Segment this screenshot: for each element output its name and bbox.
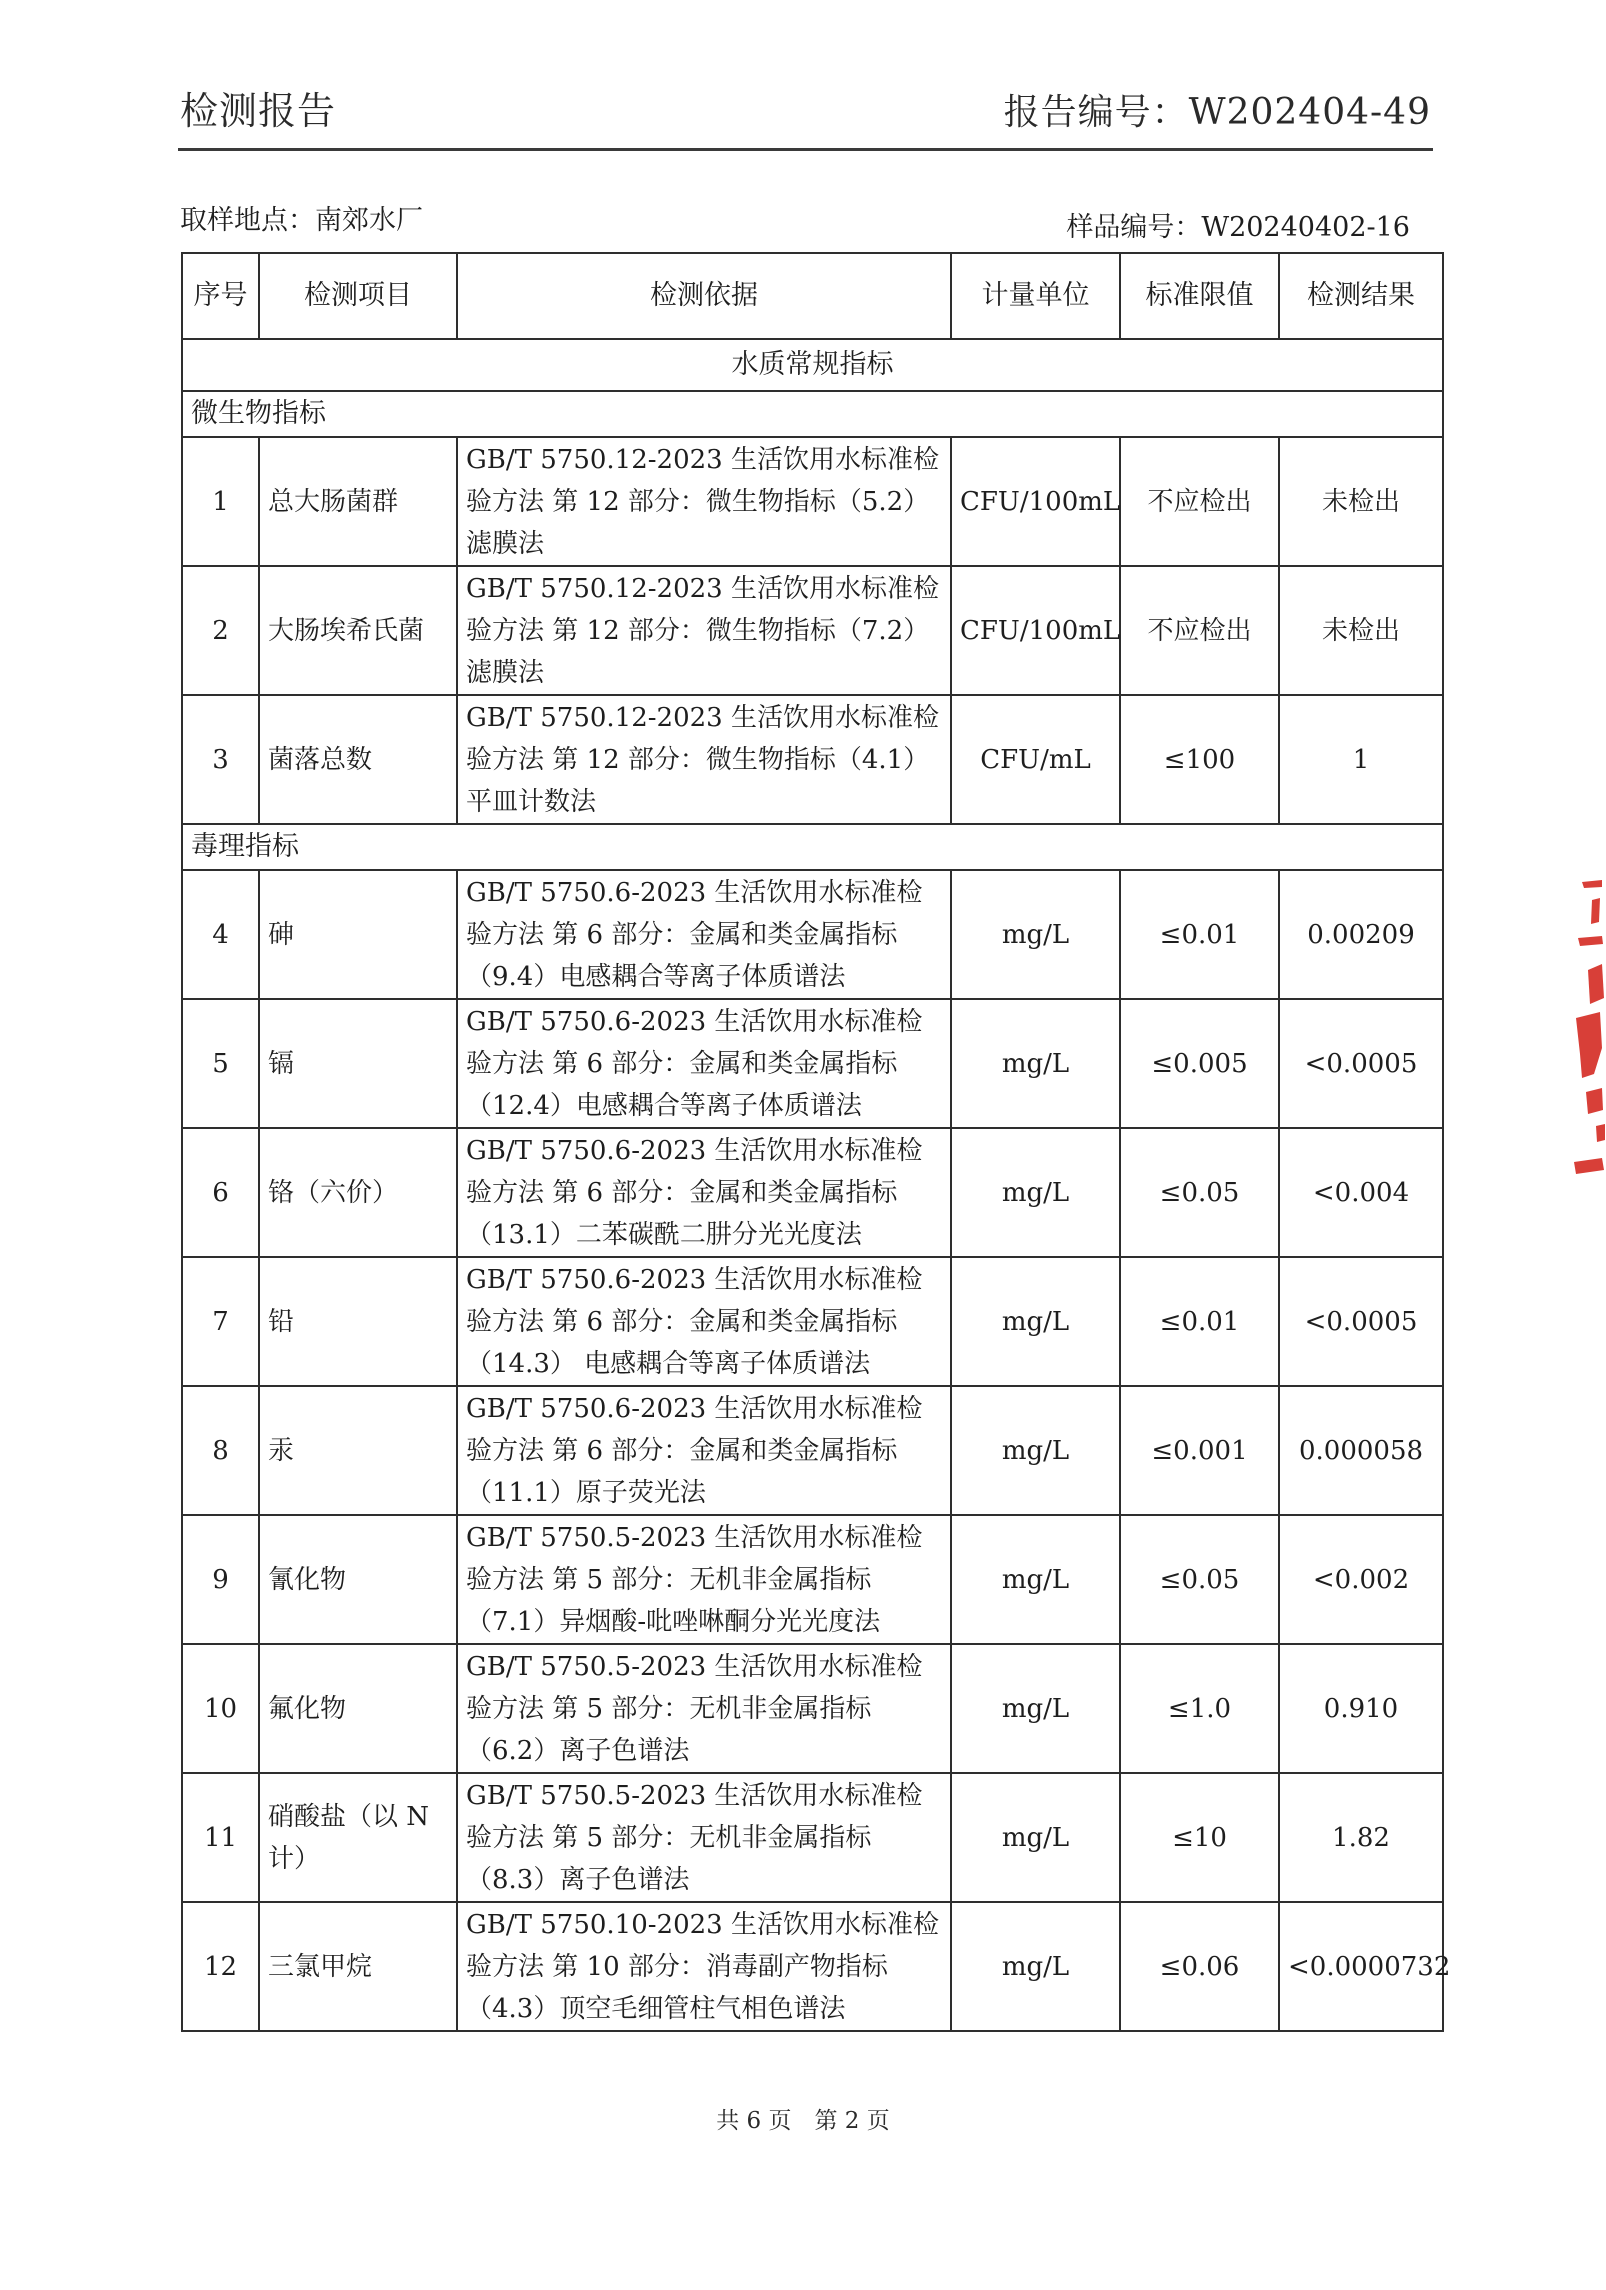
row-result: 1 <box>1279 695 1443 824</box>
stamp-ink-mark <box>1586 1088 1603 1114</box>
row-basis: GB/T 5750.12-2023 生活饮用水标准检验方法 第 12 部分：微生物指标（5.2）滤膜法 <box>457 437 951 566</box>
row-no: 2 <box>182 566 259 695</box>
row-item: 三氯甲烷 <box>259 1902 457 2031</box>
row-basis: GB/T 5750.6-2023 生活饮用水标准检验方法 第 6 部分：金属和类金属指标（14.3） 电感耦合等离子体质谱法 <box>457 1257 951 1386</box>
row-unit: mg/L <box>951 999 1120 1128</box>
row-limit: ≤1.0 <box>1120 1644 1279 1773</box>
row-basis: GB/T 5750.10-2023 生活饮用水标准检验方法 第 10 部分：消毒副产物指标（4.3）顶空毛细管柱气相色谱法 <box>457 1902 951 2031</box>
row-no: 12 <box>182 1902 259 2031</box>
row-no: 8 <box>182 1386 259 1515</box>
header-unit: 计量单位 <box>951 253 1120 339</box>
row-result: 0.000058 <box>1279 1386 1443 1515</box>
row-item: 总大肠菌群 <box>259 437 457 566</box>
row-limit: 不应检出 <box>1120 566 1279 695</box>
stamp-ink-mark <box>1582 880 1602 888</box>
row-item: 铬（六价） <box>259 1128 457 1257</box>
category-row-tox <box>182 824 1443 870</box>
table-row <box>182 1644 1443 1773</box>
row-result: 0.00209 <box>1279 870 1443 999</box>
row-item: 硝酸盐（以 N 计） <box>259 1773 457 1902</box>
table-row <box>182 1515 1443 1644</box>
stamp-ink-mark <box>1576 1012 1602 1078</box>
sample-number: 样品编号：W20240402-16 <box>1066 212 1410 243</box>
row-limit: ≤0.05 <box>1120 1128 1279 1257</box>
row-basis: GB/T 5750.6-2023 生活饮用水标准检验方法 第 6 部分：金属和类金属指标（12.4）电感耦合等离子体质谱法 <box>457 999 951 1128</box>
row-basis: GB/T 5750.12-2023 生活饮用水标准检验方法 第 12 部分：微生物指标（4.1）平皿计数法 <box>457 695 951 824</box>
stamp-ink-mark <box>1578 936 1603 946</box>
table-header-row <box>182 253 1443 339</box>
row-unit: mg/L <box>951 1773 1120 1902</box>
row-no: 5 <box>182 999 259 1128</box>
row-no: 9 <box>182 1515 259 1644</box>
section-title: 水质常规指标 <box>182 339 1443 391</box>
section-row <box>182 339 1443 391</box>
row-basis: GB/T 5750.5-2023 生活饮用水标准检验方法 第 5 部分：无机非金属指标（6.2）离子色谱法 <box>457 1644 951 1773</box>
sampling-location: 取样地点：南郊水厂 <box>180 205 423 236</box>
stamp-ink-mark <box>1574 1158 1604 1174</box>
table-row <box>182 870 1443 999</box>
row-unit: mg/L <box>951 870 1120 999</box>
row-basis: GB/T 5750.5-2023 生活饮用水标准检验方法 第 5 部分：无机非金属指标（7.1）异烟酸-吡唑啉酮分光光度法 <box>457 1515 951 1644</box>
stamp-ink-mark <box>1596 1124 1605 1142</box>
row-item: 氰化物 <box>259 1515 457 1644</box>
row-limit: ≤100 <box>1120 695 1279 824</box>
row-no: 11 <box>182 1773 259 1902</box>
table-row <box>182 1773 1443 1902</box>
row-basis: GB/T 5750.6-2023 生活饮用水标准检验方法 第 6 部分：金属和类金属指标（13.1）二苯碳酰二肼分光光度法 <box>457 1128 951 1257</box>
row-no: 10 <box>182 1644 259 1773</box>
row-item: 汞 <box>259 1386 457 1515</box>
row-unit: CFU/100mL <box>951 566 1120 695</box>
table-row <box>182 1386 1443 1515</box>
header-result: 检测结果 <box>1279 253 1443 339</box>
row-result: <0.0005 <box>1279 999 1443 1128</box>
page-footer: 共 6 页 第 2 页 <box>716 2108 890 2134</box>
row-unit: CFU/100mL <box>951 437 1120 566</box>
row-result: <0.004 <box>1279 1128 1443 1257</box>
category-micro-label: 微生物指标 <box>182 391 1443 437</box>
stamp-ink-mark <box>1591 898 1600 924</box>
category-tox-label: 毒理指标 <box>182 824 1443 870</box>
stamp-marks <box>1574 880 1605 1174</box>
row-limit: ≤0.06 <box>1120 1902 1279 2031</box>
document-title: 检测报告 <box>180 89 337 133</box>
row-item: 大肠埃希氏菌 <box>259 566 457 695</box>
table-row <box>182 695 1443 824</box>
row-item: 氟化物 <box>259 1644 457 1773</box>
row-no: 4 <box>182 870 259 999</box>
row-unit: CFU/mL <box>951 695 1120 824</box>
row-unit: mg/L <box>951 1902 1120 2031</box>
row-result: 未检出 <box>1279 437 1443 566</box>
results-table <box>181 252 1451 2032</box>
row-item: 铅 <box>259 1257 457 1386</box>
row-result: <0.0000732 <box>1279 1902 1443 2031</box>
row-limit: ≤0.005 <box>1120 999 1279 1128</box>
row-limit: ≤0.05 <box>1120 1515 1279 1644</box>
row-unit: mg/L <box>951 1128 1120 1257</box>
row-limit: ≤0.01 <box>1120 1257 1279 1386</box>
row-no: 1 <box>182 437 259 566</box>
row-limit: ≤0.001 <box>1120 1386 1279 1515</box>
header-limit: 标准限值 <box>1120 253 1279 339</box>
row-unit: mg/L <box>951 1644 1120 1773</box>
header-basis: 检测依据 <box>457 253 951 339</box>
row-no: 3 <box>182 695 259 824</box>
row-result: 未检出 <box>1279 566 1443 695</box>
row-unit: mg/L <box>951 1515 1120 1644</box>
report-number: 报告编号：W202404-49 <box>1003 92 1431 133</box>
row-result: 0.910 <box>1279 1644 1443 1773</box>
row-unit: mg/L <box>951 1386 1120 1515</box>
table-row <box>182 437 1443 566</box>
row-limit: 不应检出 <box>1120 437 1279 566</box>
row-unit: mg/L <box>951 1257 1120 1386</box>
row-basis: GB/T 5750.5-2023 生活饮用水标准检验方法 第 5 部分：无机非金属指标（8.3）离子色谱法 <box>457 1773 951 1902</box>
row-limit: ≤0.01 <box>1120 870 1279 999</box>
row-result: <0.0005 <box>1279 1257 1443 1386</box>
table-row <box>182 566 1443 695</box>
table-row <box>182 1902 1443 2031</box>
table-row <box>182 1128 1443 1257</box>
row-basis: GB/T 5750.6-2023 生活饮用水标准检验方法 第 6 部分：金属和类金属指标（11.1）原子荧光法 <box>457 1386 951 1515</box>
header-item: 检测项目 <box>259 253 457 339</box>
header-divider <box>178 148 1433 151</box>
row-no: 7 <box>182 1257 259 1386</box>
table-row <box>182 1257 1443 1386</box>
row-no: 6 <box>182 1128 259 1257</box>
row-basis: GB/T 5750.12-2023 生活饮用水标准检验方法 第 12 部分：微生物指标（7.2）滤膜法 <box>457 566 951 695</box>
seal-stamp-fragment <box>1572 878 1606 1178</box>
row-item: 镉 <box>259 999 457 1128</box>
row-limit: ≤10 <box>1120 1773 1279 1902</box>
row-item: 砷 <box>259 870 457 999</box>
row-basis: GB/T 5750.6-2023 生活饮用水标准检验方法 第 6 部分：金属和类金属指标（9.4）电感耦合等离子体质谱法 <box>457 870 951 999</box>
header-no: 序号 <box>182 253 259 339</box>
category-row-micro <box>182 391 1443 437</box>
row-result: <0.002 <box>1279 1515 1443 1644</box>
row-result: 1.82 <box>1279 1773 1443 1902</box>
stamp-ink-mark <box>1588 964 1604 1004</box>
table-row <box>182 999 1443 1128</box>
row-item: 菌落总数 <box>259 695 457 824</box>
